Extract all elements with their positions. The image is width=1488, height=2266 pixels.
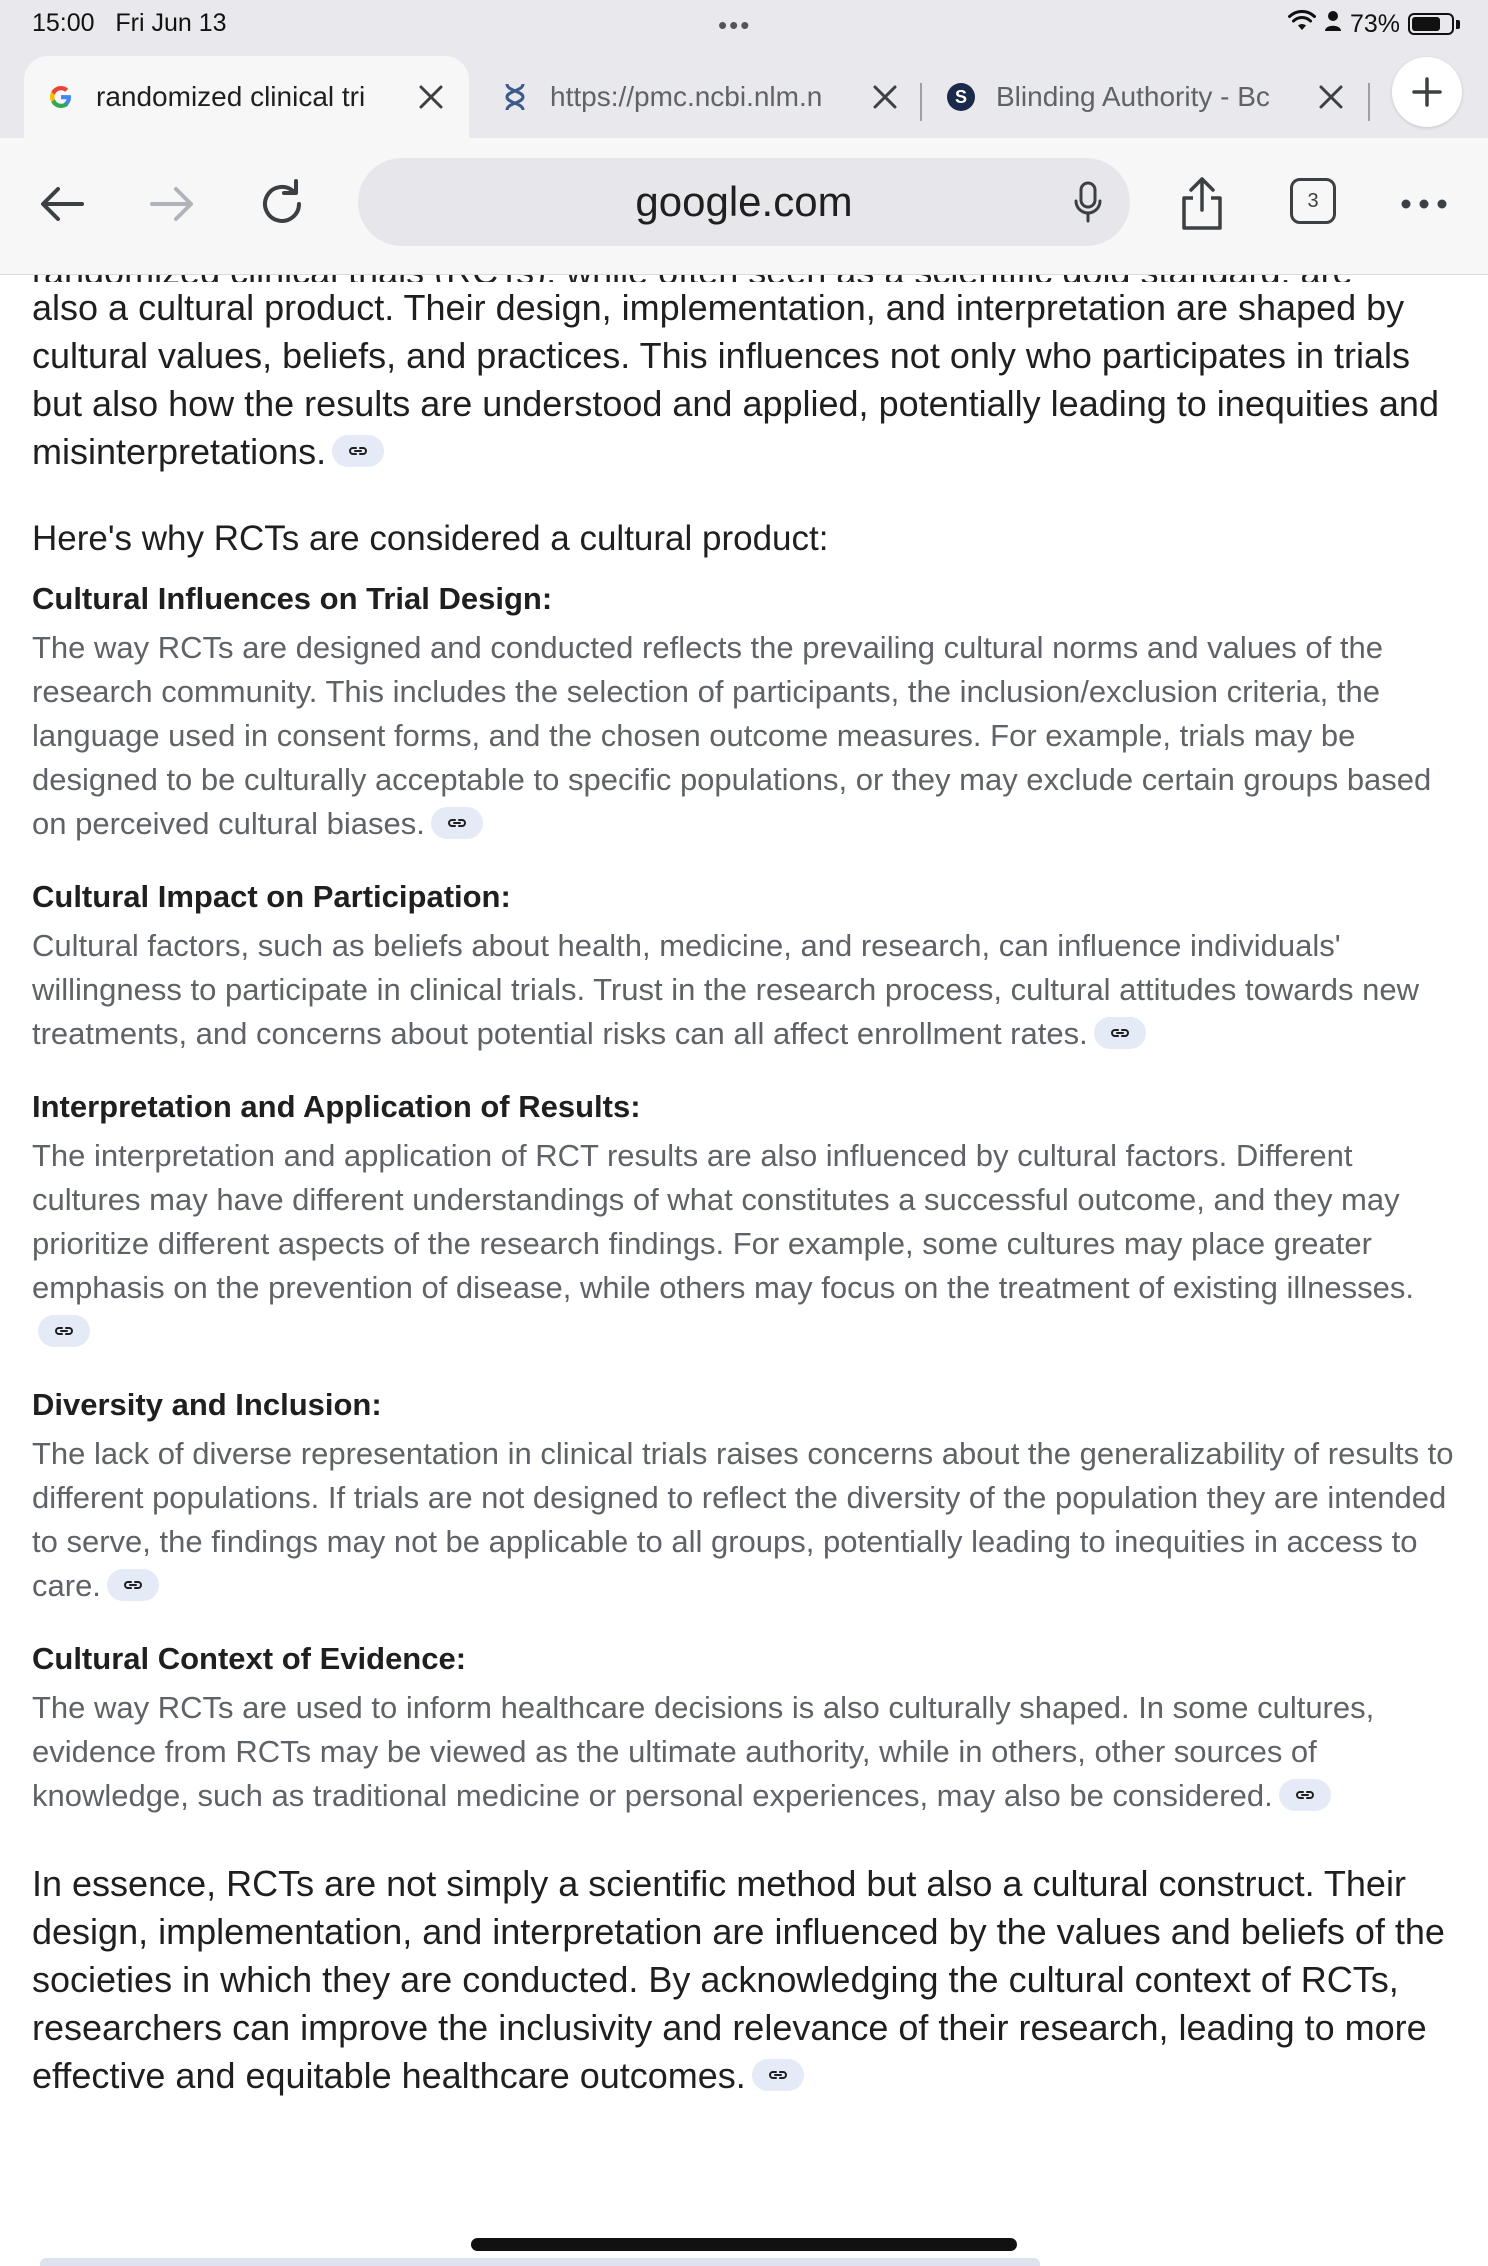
source-link-icon[interactable] [752,2059,804,2091]
section-item-body: Cultural factors, such as beliefs about health, medicine, and research, can influence individuals' willingness to participate in clinical trials. Trust in the research process, cultural attitudes towards new treatments, and concerns about potential risks can all affect enrollment rates. [32,928,1420,1051]
section-item-body: The way RCTs are designed and conducted reflects the prevailing cultural norms and values of the research community. This includes the selection of participants, the inclusion/exclusion criteria, the language used in consent forms, and the chosen outcome measures. For example, trials may be designed to be culturally acceptable to specific populations, or they may exclude certain groups based on perceived cultural biases. [32,630,1432,841]
share-button[interactable] [1170,172,1234,236]
tab-title: Blinding Authority - Bc [996,81,1270,112]
section-item [32,578,1462,846]
url-text: google.com [635,178,853,225]
tab-pmc-ncbi[interactable] [478,56,923,138]
source-link-icon[interactable] [38,1315,90,1347]
conclusion-paragraph: In essence, RCTs are not simply a scientific method but also a cultural construct. Their design, implementation, and interpretation are influenced by the values and beliefs of the societies in which they are conducted. By acknowledging the cultural context of RCTs, researchers can improve the inclusivity and relevance of their research, leading to more effective and equitable healthcare outcomes. [32,1863,1445,2096]
person-icon [1324,10,1342,39]
address-bar[interactable] [358,158,1130,246]
status-bar [0,0,1488,48]
section-item-heading: Diversity and Inclusion: [32,1387,382,1422]
battery-percent: 73% [1349,9,1400,38]
source-link-icon[interactable] [431,807,483,839]
source-link-icon[interactable] [107,1569,159,1601]
source-link-icon[interactable] [332,435,384,467]
section-item-heading: Cultural Context of Evidence: [32,1641,467,1676]
reload-icon [256,178,308,230]
plus-icon [1411,76,1443,108]
tab-divider [1368,83,1370,121]
ncbi-dna-icon [498,80,532,114]
close-tab-icon[interactable] [1311,77,1351,117]
section-item [32,1638,1462,1818]
tab-divider [920,83,922,121]
home-indicator[interactable] [471,2238,1017,2251]
more-menu-button[interactable] [1392,172,1456,236]
section-item [32,1086,1462,1354]
tab-title: randomized clinical tri [96,81,366,112]
status-time: 15:00 Fri Jun 13 [32,9,227,37]
section-item [32,1384,1462,1608]
more-dots-icon [1400,198,1448,210]
section-list [32,578,1462,1818]
tab-randomized-clinical-trials[interactable] [24,56,469,138]
reload-button[interactable] [250,172,314,236]
multitasking-dots-icon[interactable]: ••• [718,10,752,40]
section-item-body: The way RCTs are used to inform healthcare decisions is also culturally shaped. In some cultures, evidence from RCTs may be viewed as the ultimate authority, while in others, other sources of knowledge, such as traditional medicine or personal experiences, may also be considered. [32,1690,1375,1813]
battery-icon [1408,13,1454,35]
forward-arrow-icon [148,184,196,224]
lead-paragraph: also a cultural product. Their design, implementation, and interpretation are shaped by cultural values, beliefs, and practices. This influences not only who participates in trials but also how the results are understood and applied, potentially leading to inequities and misinterpretations. [32,287,1439,472]
battery-cap [1456,20,1460,29]
tab-blinding-authority[interactable] [924,56,1369,138]
tab-strip [0,48,1488,138]
section-item [32,876,1462,1056]
source-link-icon[interactable] [1279,1779,1331,1811]
status-indicators [1288,7,1460,41]
section-heading: Here's why RCTs are considered a cultural product: [32,519,829,558]
section-item-body: The interpretation and application of RCT results are also influenced by cultural factors. Different cultures may have different understandings of what constitutes a successful outcome, and they may prioritize different aspects of the research findings. For example, some cultures may place greater emphasis on the prevention of disease, while others may focus on the treatment of existing illnesses. [32,1134,1462,1354]
browser-toolbar [0,138,1488,274]
close-tab-icon[interactable] [865,77,905,117]
svg-text:S: S [954,87,968,107]
new-tab-button[interactable] [1392,57,1462,127]
forward-button[interactable] [140,172,204,236]
source-link-icon[interactable] [1094,1017,1146,1049]
back-arrow-icon [38,184,86,224]
microphone-icon[interactable] [1064,178,1112,226]
next-card-edge [40,2258,1040,2266]
tab-title: https://pmc.ncbi.nlm.n [550,81,823,112]
share-icon [1178,176,1226,232]
wifi-icon [1288,10,1316,39]
lead-block [32,274,1462,476]
section-item-heading: Cultural Impact on Participation: [32,879,511,914]
section-item-heading: Interpretation and Application of Results: [32,1089,641,1124]
browser-chrome [0,0,1488,275]
back-button[interactable] [30,172,94,236]
tab-switcher-button[interactable]: 3 [1290,178,1336,224]
section-item-heading: Cultural Influences on Trial Design: [32,581,553,616]
google-g-icon [44,80,78,114]
s-logo-icon [944,80,978,114]
close-tab-icon[interactable] [411,77,451,117]
ai-overview-content [32,274,1462,2100]
section-item-body: The lack of diverse representation in clinical trials raises concerns about the generalizability of results to different populations. If trials are not designed to reflect the diversity of the population they are intended to serve, the findings may not be applicable to all groups, potentially leading to inequities in access to care. [32,1436,1454,1603]
